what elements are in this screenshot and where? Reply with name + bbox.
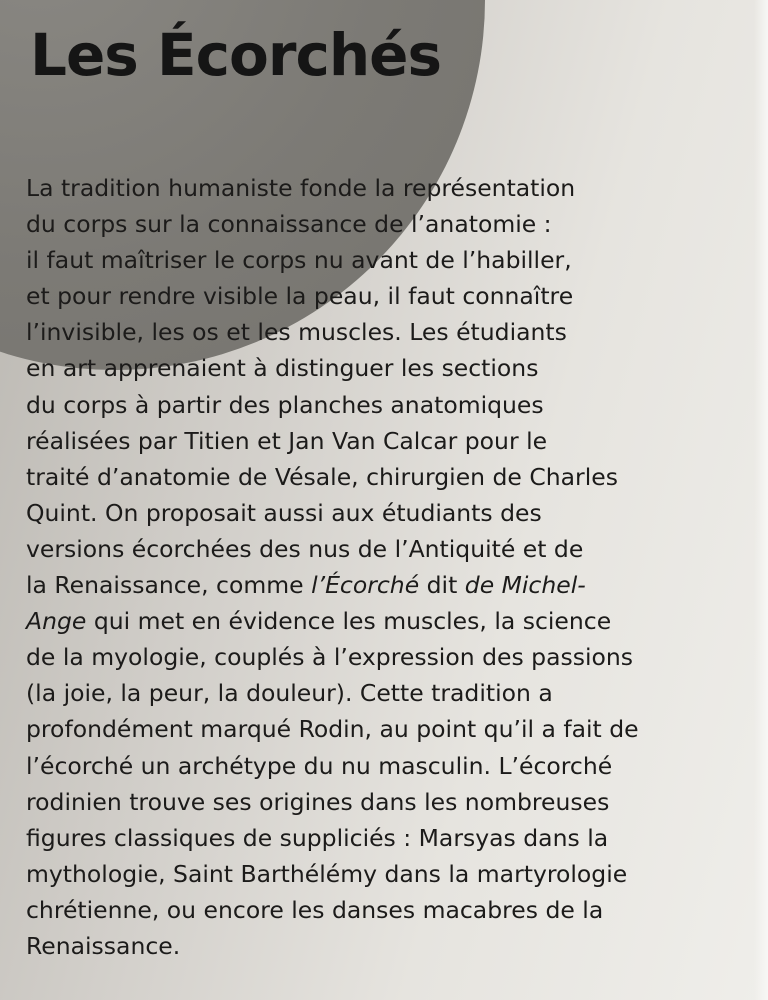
text-line-11: versions écorchées des nus de l’Antiquité et de [26, 534, 584, 563]
panel-body-text [26, 170, 761, 964]
text-line-15: (la joie, la peur, la douleur). Cette tradition a [26, 679, 553, 708]
italic-title-ecorche: l’Écorché [311, 571, 420, 600]
text-line-18: rodinien trouve ses origines dans les nombreuses [26, 787, 610, 816]
text-line-14: de la myologie, couplés à l’expression des passions [26, 643, 634, 672]
panel-title: Les Écorchés [30, 21, 441, 89]
text-line-16: profondément marqué Rodin, au point qu’il a fait de [26, 715, 639, 744]
italic-michel-ange-end: Ange [26, 607, 87, 636]
italic-michel-ange-start: de Michel- [464, 571, 586, 600]
text-line-2: du corps sur la connaissance de l’anatomie : [26, 210, 552, 239]
text-line-6: en art apprenaient à distinguer les sections [26, 354, 539, 383]
text-line-19: figures classiques de suppliciés : Marsyas dans la [26, 823, 609, 852]
text-line-7: du corps à partir des planches anatomiques [26, 390, 544, 419]
text-line-9: traité d’anatomie de Vésale, chirurgien de Charles [26, 462, 618, 491]
text-line-12: la Renaissance, comme l’Écorché dit de Michel- [26, 571, 586, 600]
text-line-21: chrétienne, ou encore les danses macabres de la [26, 895, 604, 924]
text-line-5: l’invisible, les os et les muscles. Les étudiants [26, 318, 567, 347]
text-line-1: La tradition humaniste fonde la représentation [26, 174, 576, 202]
text-line-20: mythologie, Saint Barthélémy dans la martyrologie [26, 859, 628, 888]
text-line-3: il faut maîtriser le corps nu avant de l’habiller, [26, 246, 572, 275]
text-line-22: Renaissance. [26, 931, 181, 960]
text-line-4: et pour rendre visible la peau, il faut connaître [26, 282, 574, 311]
text-line-10: Quint. On proposait aussi aux étudiants des [26, 498, 542, 527]
text-line-17: l’écorché un archétype du nu masculin. L’écorché [26, 751, 613, 780]
text-line-13: Ange qui met en évidence les muscles, la science [26, 607, 612, 636]
text-line-8: réalisées par Titien et Jan Van Calcar pour le [26, 426, 548, 455]
